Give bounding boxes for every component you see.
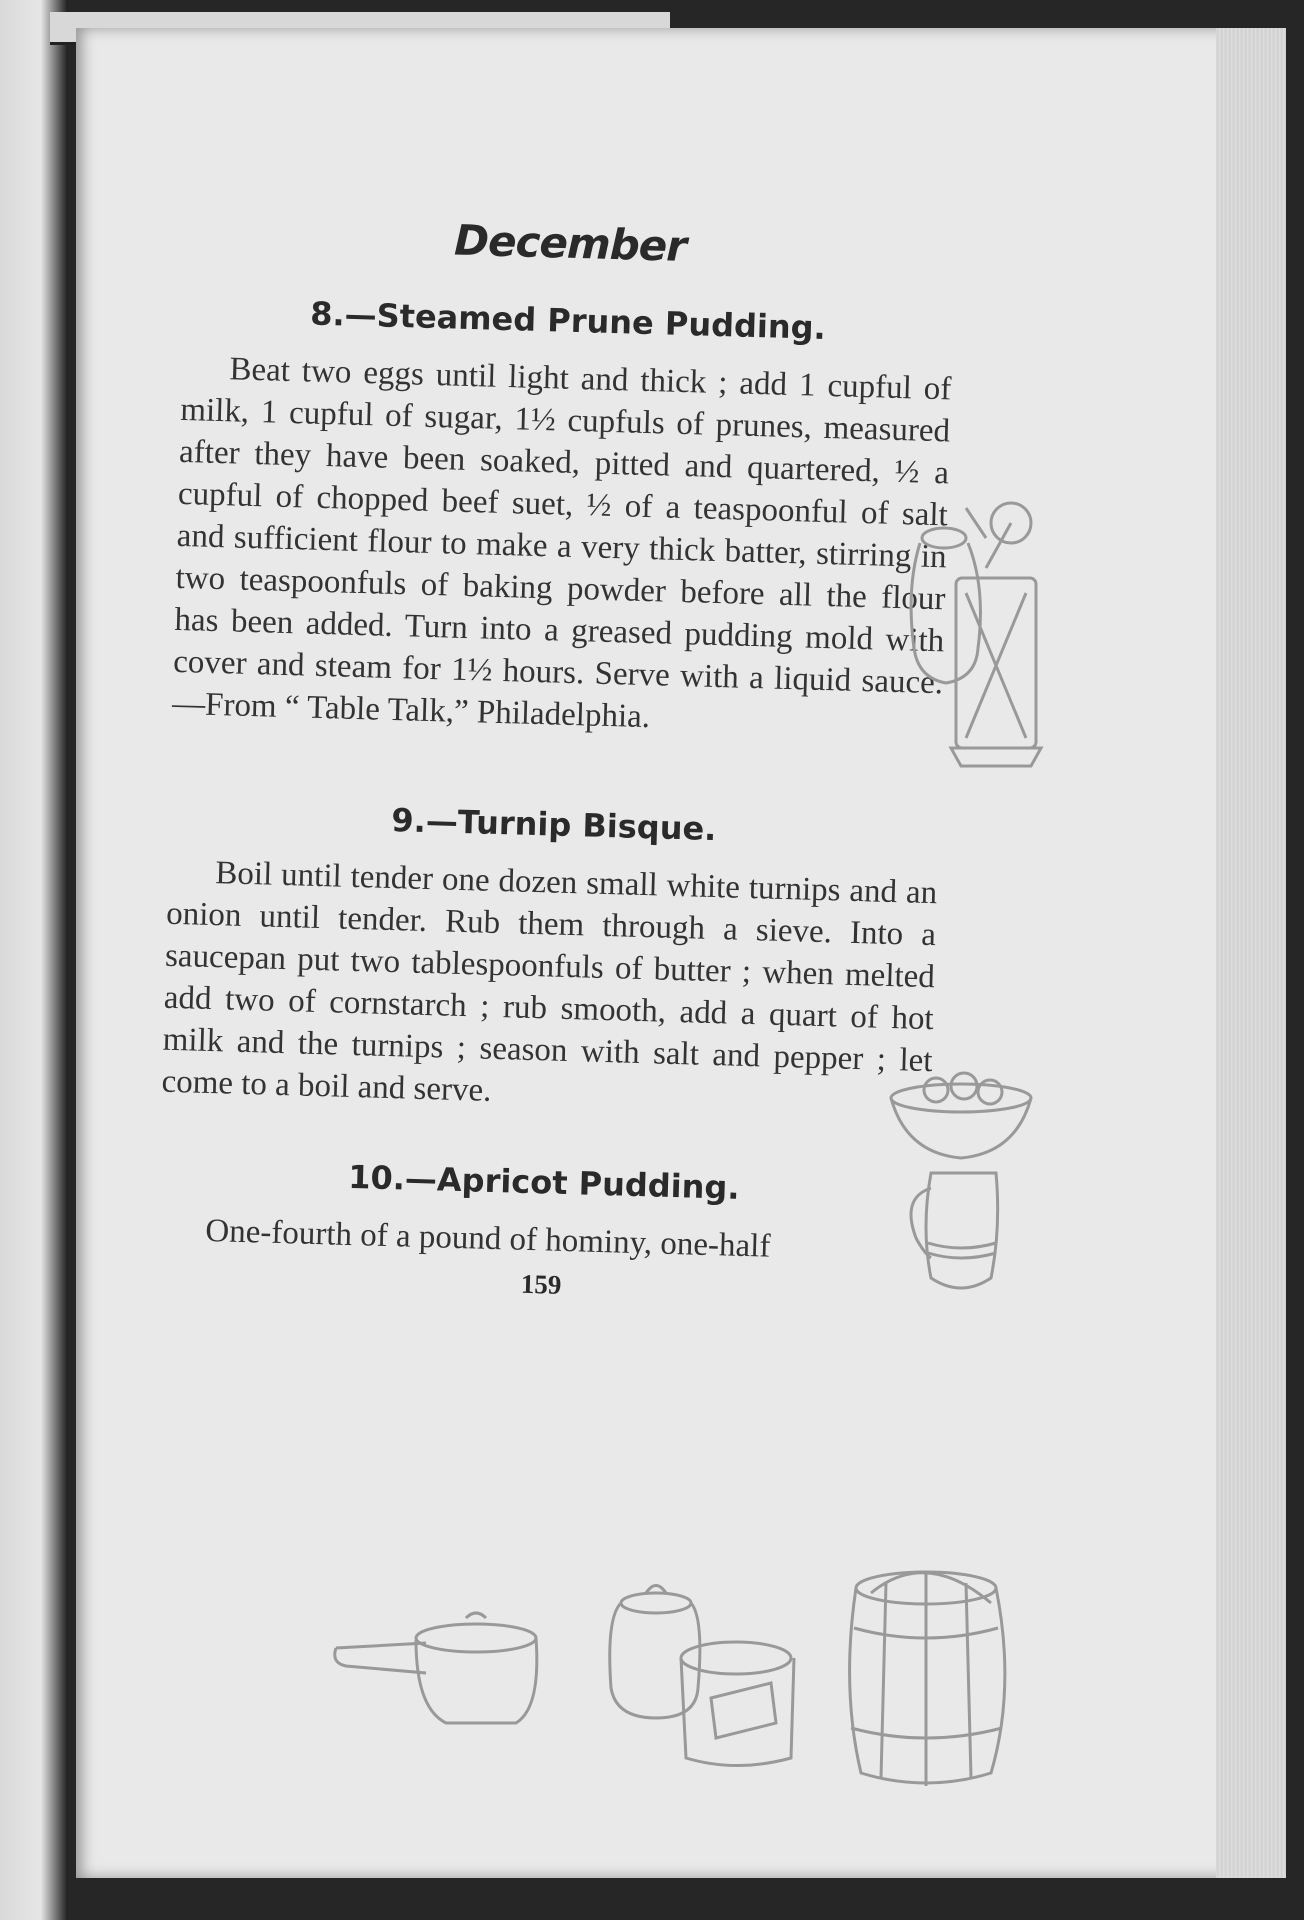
recipe-title: 10.—Apricot Pudding. — [347, 1157, 741, 1207]
bowl-and-pitcher-icon — [886, 1068, 1036, 1298]
recipe-body: Boil until tender one dozen small white turnips and an onion until tender. Rub them through a sieve. Into a saucepan put two tablespoonfuls of butter ; when melted add two of cornstarch ; rub smooth, add a quart of hot milk and the turnips ; season with salt and pepper ; let come to a boil and serve. — [161, 855, 938, 1109]
recipe-body: Beat two eggs until light and thick ; add 1 cupful of milk, 1 cupful of sugar, 1½ cupfuls of prunes, measured after they have been soaked, pitted and quartered, ½ a cupful of chopped beef suet, ½ of a teaspoonful of salt and sufficient flour to make a very thick batter, stirring in two teaspoonfuls of baking powder before all the flour has been added. Turn into a greased pudding mold with cover and steam for 1½ hours. Serve with a liquid sauce.—From “ Table Talk,” Philadelphia. — [171, 351, 952, 736]
left-page-edge — [0, 0, 68, 1920]
book-page — [76, 28, 1286, 1878]
recipe-title: 8.—Steamed Prune Pudding. — [309, 294, 827, 347]
page-number: 159 — [520, 1268, 562, 1300]
page-edge — [1216, 28, 1286, 1878]
recipe-body: One-fourth of a pound of hominy, one-half — [204, 1212, 771, 1265]
page-content — [156, 208, 956, 1311]
butter-churn-icon — [906, 498, 1046, 768]
running-head: December — [453, 215, 687, 271]
cookware-icon — [326, 1558, 1086, 1798]
recipe-title: 9.—Turnip Bisque. — [390, 800, 717, 849]
